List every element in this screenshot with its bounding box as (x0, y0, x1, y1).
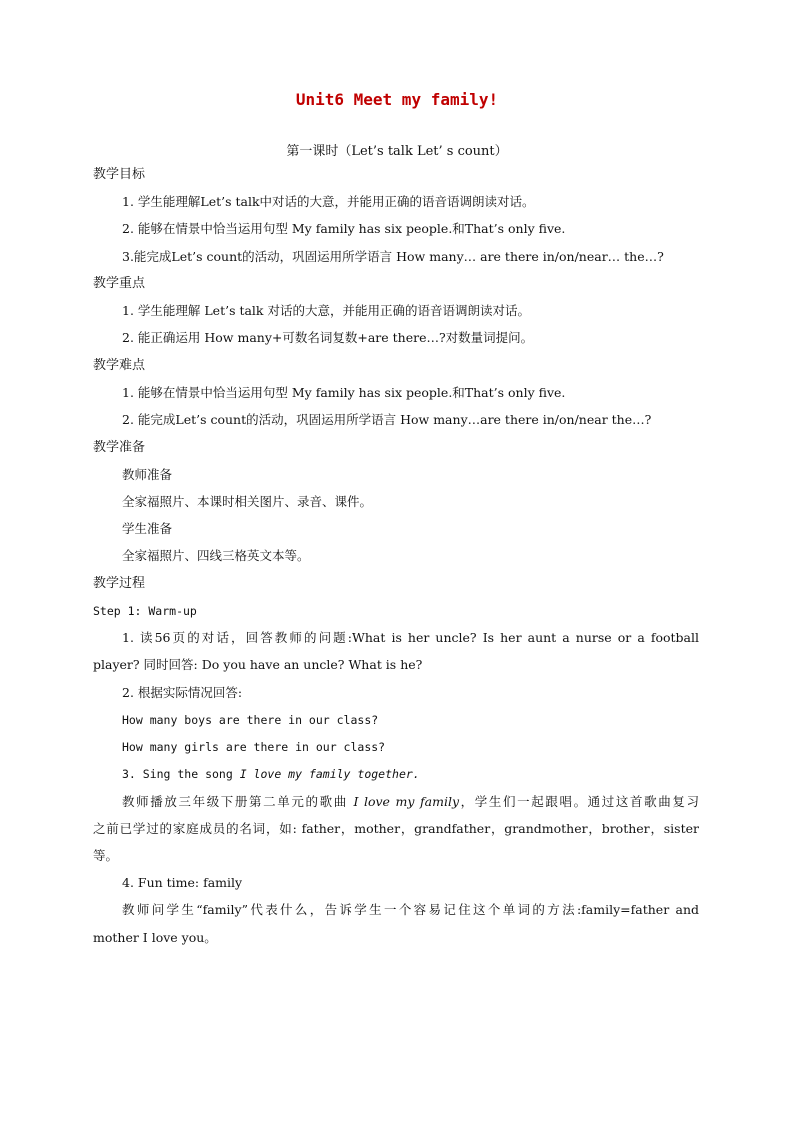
difficulty-item-2: 2. 能完成Let’s count的活动，巩固运用所学语言 How many…are there in/on/near the…? (122, 412, 652, 427)
question-boys: How many boys are there in our class? (122, 713, 379, 727)
lesson-subtitle: 第一课时（Let’s talk Let’ s count） (286, 144, 508, 159)
objective-item-2: 2. 能够在情景中恰当运用句型 My family has six people.和That’s only five. (122, 221, 566, 236)
key-point-item-1: 1. 学生能理解 Let’s talk 对话的大意，并能用正确的语音语调朗读对话。 (122, 303, 530, 318)
item-3-description-line-1 (122, 792, 699, 812)
item-3-description-line-3: 等。 (93, 848, 119, 863)
objective-item-3: 3.能完成Let’s count的活动，巩固运用所学语言 How many… are there in/on/near… the…? (122, 249, 664, 264)
step-1-heading: Step 1: Warm-up (93, 604, 197, 618)
question-girls: How many girls are there in our class? (122, 740, 386, 754)
student-preparation-label: 学生准备 (122, 521, 173, 536)
item-3-description-line-2: 之前已学过的家庭成员的名词，如: father，mother，grandfather，grandmother，brother，sister (93, 821, 699, 836)
item-4-description-line-2: mother I love you。 (93, 930, 217, 945)
key-point-item-2: 2. 能正确运用 How many+可数名词复数+are there…?对数量词提问。 (122, 330, 534, 345)
process-item-2: 2. 根据实际情况回答: (122, 685, 243, 700)
item-3-prefix: 3. Sing the song (122, 767, 240, 781)
key-points-heading: 教学重点 (93, 276, 146, 291)
item-3-desc-song: I love my family (353, 794, 460, 809)
difficulty-item-1: 1. 能够在情景中恰当运用句型 My family has six people.和That’s only five. (122, 385, 566, 400)
process-item-4: 4. Fun time: family (122, 875, 243, 890)
preparation-heading: 教学准备 (93, 440, 146, 455)
objective-item-1: 1. 学生能理解Let’s talk中对话的大意，并能用正确的语音语调朗读对话。 (122, 194, 535, 209)
objectives-heading: 教学目标 (93, 167, 146, 182)
song-title: I love my family together. (239, 767, 420, 781)
process-item-1-line-2: player? 同时回答: Do you have an uncle? What is he? (93, 657, 423, 672)
difficulties-heading: 教学难点 (93, 358, 146, 373)
teacher-preparation-items: 全家福照片、本课时相关图片、录音、课件。 (122, 494, 373, 509)
item-3-desc-pre: 教师播放三年级下册第二单元的歌曲 (122, 794, 354, 809)
teacher-preparation-label: 教师准备 (122, 467, 173, 482)
page-title: Unit6 Meet my family! (295, 90, 499, 109)
process-item-3 (122, 764, 420, 784)
student-preparation-items: 全家福照片、四线三格英文本等。 (122, 548, 310, 563)
process-item-1-line-1: 1. 读56页的对话，回答教师的问题:What is her uncle? Is her aunt a nurse or a football (122, 630, 699, 645)
process-heading: 教学过程 (93, 576, 146, 591)
item-4-description-line-1: 教师问学生“family”代表什么，告诉学生一个容易记住这个单词的方法:family=father and (122, 902, 699, 917)
item-3-desc-post: ，学生们一起跟唱。通过这首歌曲复习 (459, 794, 699, 809)
